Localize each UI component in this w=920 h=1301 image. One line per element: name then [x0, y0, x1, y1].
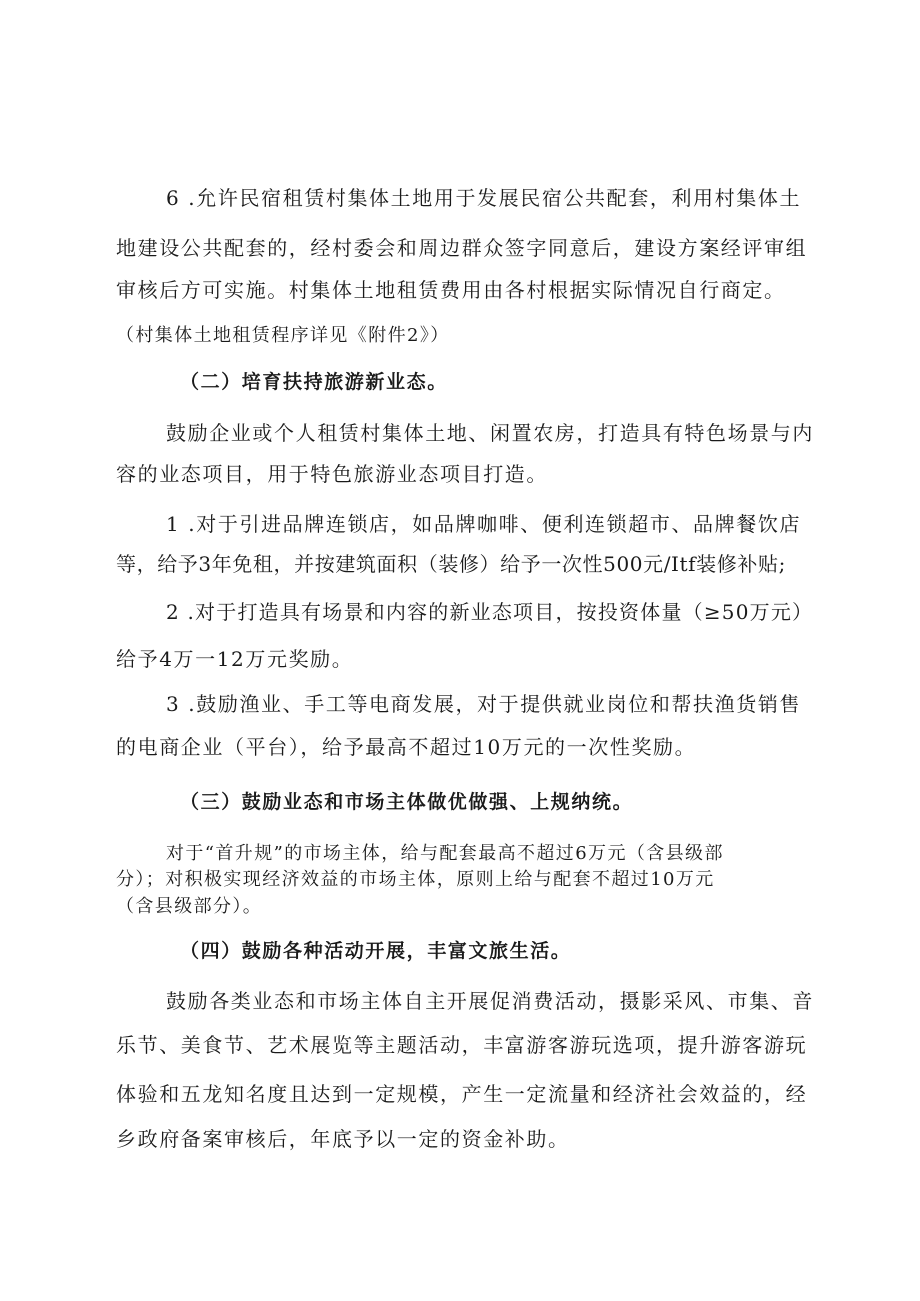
item-2-line-1: 2 .对于打造具有场景和内容的新业态项目，按投资体量（≥50万元） — [166, 600, 814, 624]
section-4-line-1: 鼓励各类业态和市场主体自主开展促消费活动，摄影采风、市集、音 — [166, 989, 814, 1013]
paragraph-6-line-3: 审核后方可实施。村集体土地租赁费用由各村根据实际情况自行商定。 — [116, 278, 786, 302]
section-heading-2: （二）培育扶持旅游新业态。 — [180, 371, 448, 393]
section-3-line-2: 分）；对积极实现经济效益的市场主体，原则上给与配套不超过10万元 — [116, 869, 715, 890]
paragraph-6-line-1: 6 .允许民宿租赁村集体土地用于发展民宿公共配套，利用村集体土 — [166, 186, 802, 210]
section-4-line-2: 乐节、美食节、艺术展览等主题活动，丰富游客游玩选项，提升游客游玩 — [116, 1033, 808, 1057]
paragraph-6-note: （村集体土地租赁程序详见《附件2》） — [116, 325, 450, 346]
section-2-intro-line-1: 鼓励企业或个人租赁村集体土地、闲置农房，打造具有特色场景与内 — [166, 421, 814, 445]
section-4-line-4: 乡政府备案审核后，年底予以一定的资金补助。 — [116, 1127, 570, 1151]
section-3-line-1: 对于“首升规”的市场主体，给与配套最高不超过6万元（含县级部 — [166, 843, 724, 864]
section-4-line-3: 体验和五龙知名度且达到一定规模，产生一定流量和经济社会效益的，经 — [116, 1082, 808, 1106]
section-3-line-3: （含县级部分）。 — [116, 896, 263, 917]
item-3-line-2: 的电商企业（平台），给予最高不超过10万元的一次性奖励。 — [116, 735, 697, 759]
item-3-line-1: 3 .鼓励渔业、手工等电商发展，对于提供就业岗位和帮扶渔货销售 — [166, 692, 802, 716]
item-1-line-1: 1 .对于引进品牌连锁店，如品牌咖啡、便利连锁超市、品牌餐饮店 — [166, 512, 802, 536]
item-1-line-2: 等，给予3年免租，并按建筑面积（装修）给予一次性500元/Itf装修补贴; — [116, 552, 786, 576]
section-2-intro-line-2: 容的业态项目，用于特色旅游业态项目打造。 — [116, 462, 548, 486]
section-heading-4: （四）鼓励各种活动开展，丰富文旅生活。 — [180, 940, 572, 962]
paragraph-6-line-2: 地建设公共配套的，经村委会和周边群众签字同意后，建设方案经评审组 — [116, 236, 808, 260]
item-2-line-2: 给予4万一12万元奖励。 — [116, 647, 354, 671]
section-heading-3: （三）鼓励业态和市场主体做优做强、上规纳统。 — [180, 791, 634, 813]
